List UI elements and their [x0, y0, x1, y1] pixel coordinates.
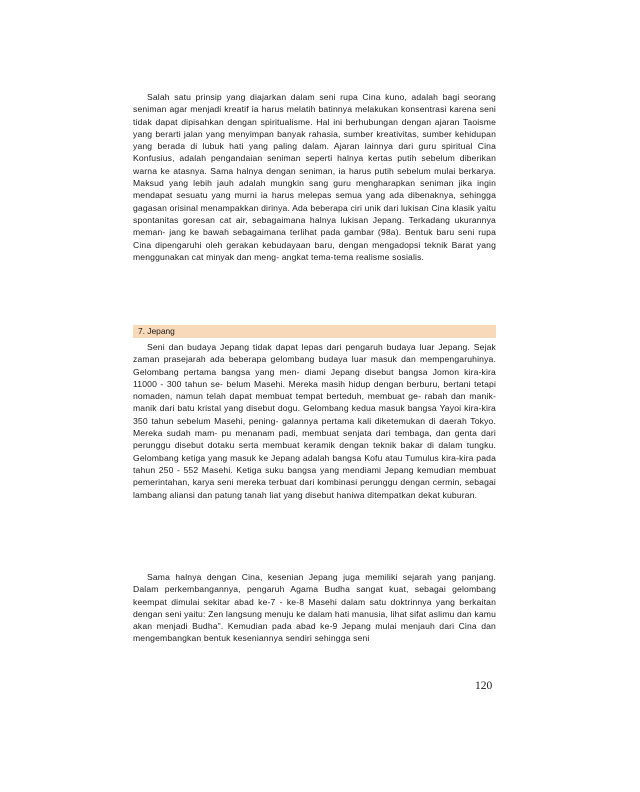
paragraph-text: Sama halnya dengan Cina, kesenian Jepang juga memiliki sejarah yang panjang. Dalam perkembangannya, pengaruh Agama Budha sangat kuat, sebagai gelombang keempat dimulai sekitar abad ke-7 - ke-8 Masehi dalam satu doktrinnya yang berkaitan dengan seni yaitu: Zen langsung menuju ke dalam hati manusia, lihat sifat aslimu dan kamu akan menjadi Budha". Kemudian pada abad ke-9 Jepang mulai menjauh dari Cina dan mengembangkan bentuk keseniannya sendiri sehingga seni [133, 572, 496, 644]
paragraph-text: Salah satu prinsip yang diajarkan dalam seni rupa Cina kuno, adalah bagi seorang seniman agar menjadi kreatif ia harus melatih batinnya melakukan konsentrasi karena seni tidak dapat dipisahkan dengan spiritualisme. Hal ini berhubungan dengan ajaran Taoisme yang berarti jalan yang menyimpan banyak rahasia, sumber kreativitas, sumber kehidupan yang berada di lubuk hati yang paling dalam. Ajaran lainnya dari guru spiritual Cina Konfusius, adalah pengandaian seniman seperti halnya kertas putih sebelum diberikan warna ke atasnya. Sama halnya dengan seniman, ia harus putih sebelum mulai berkarya. Maksud yang lebih jauh adalah mungkin sang guru mengharapkan seniman jika ingin mendapat sesuatu yang murni ia harus melepas semua yang ada dibenaknya, sehingga gagasan orisinal menampakkan dirinya. Ada beberapa ciri unik dari lukisan Cina klasik yaitu spontanitas goresan cat air, sebagaimana halnya lukisan Jepang. Terkadang ukurannya meman- jang ke bawah sebagaimana terlihat pada gambar (98a). Bentuk baru seni rupa Cina dipengaruhi oleh gerakan kebudayaan baru, dengan mengadopsi teknik Barat yang menggunakan cat minyak dan meng- angkat tema-tema realisme sosialis. [133, 92, 496, 262]
paragraph-japan-intro [133, 341, 496, 501]
section-heading-bar [133, 325, 496, 338]
paragraph-japan-buddhism [133, 571, 496, 645]
section-heading: 7. Jepang [138, 326, 175, 336]
page-number: 120 [475, 680, 493, 692]
paragraph-text: Seni dan budaya Jepang tidak dapat lepas dari pengaruh budaya luar Jepang. Sejak zaman prasejarah ada beberapa gelombang budaya luar masuk dan mempengaruhinya. Gelombang pertama bangsa yang men- diami Jepang disebut bangsa Jomon kira-kira 11000 - 300 tahun se- belum Masehi. Mereka masih hidup dengan berburu, bertani tetapi nomaden, namun telah dapat membuat tempat berteduh, membuat ge- rabah dan manik-manik dari batu kristal yang disebut dogu. Gelombang kedua masuk bangsa Yayoi kira-kira 350 tahun sebelum Masehi, pening- galannya pertama kali diketemukan di daerah Tokyo. Mereka sudah mam- pu menanam padi, membuat senjata dari tembaga, dan genta dari perunggu disebut dotaku serta membuat keramik dengan teknik bakar di dalam tungku. Gelombang ketiga yang masuk ke Jepang adalah bangsa Kofu atau Tumulus kira-kira pada tahun 250 - 552 Masehi. Ketiga suku bangsa yang mendiami Jepang kemudian membuat pemerintahan, karya seni mereka terbuat dari kombinasi perunggu dengan cermin, sebagai lambang aliansi dan patung tanah liat yang disebut haniwa ditempatkan dekat kuburan. [133, 342, 496, 500]
paragraph-chinese-art [133, 91, 496, 263]
